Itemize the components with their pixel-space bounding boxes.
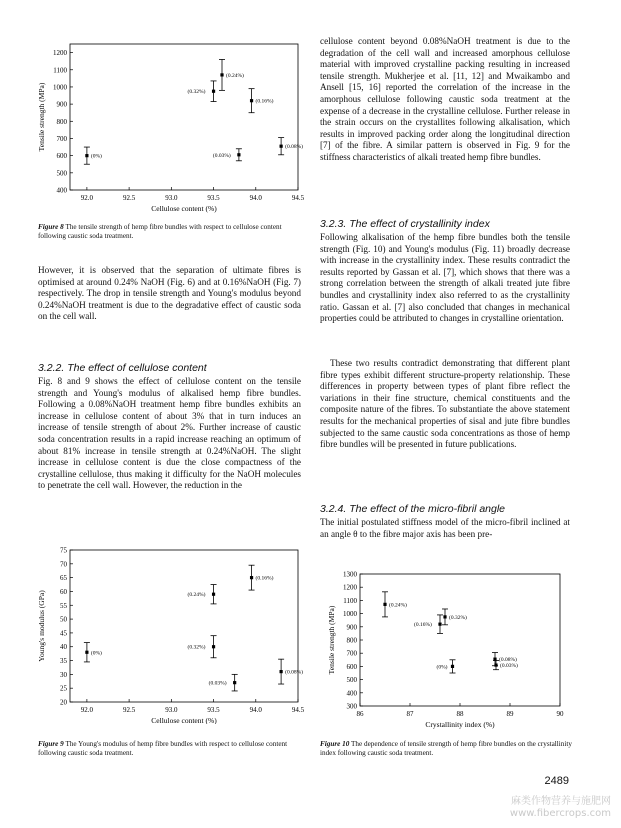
y-tick-label: 1200 <box>343 583 357 592</box>
point-label: (0.03%) <box>208 680 227 687</box>
point-label: (0.24%) <box>389 602 407 609</box>
data-point <box>280 145 283 148</box>
x-tick-label: 86 <box>356 710 364 718</box>
data-point <box>250 576 253 579</box>
right-paragraph-1: cellulose content beyond 0.08%NaOH treatment is due to the degradation of the cell wall and increased amorphous cellulose material with improved crystalline packing resulting in increased tensile strength. Mukherjee et al. [11, 12] and Mwaikambo and Ansell [15, 16] reported the correlation of the increase in the amorphous cellulose following caustic soda treatment at the expense of a decrease in the crystalline cellulose. Further release in the strain occurs on the crystallites following alkalisation, which results in improved packing order along the longitudinal direction [7] of the fibre. A similar pattern is observed in Fig. 9 for the stiffness characteristics of alkali treated hemp fibre bundles. <box>320 36 570 162</box>
x-tick-label: 94.5 <box>291 706 305 714</box>
y-tick-label: 40 <box>60 643 67 652</box>
x-tick-label: 90 <box>556 710 564 718</box>
data-point <box>85 651 88 654</box>
y-axis-label: Tensile strength (MPa) <box>37 82 46 152</box>
point-label: (0.16%) <box>255 98 274 105</box>
watermark <box>510 796 611 820</box>
figure-10-chart <box>318 568 576 738</box>
y-tick-label: 20 <box>60 698 67 707</box>
y-tick-label: 400 <box>346 689 357 698</box>
data-point <box>220 73 223 76</box>
x-axis-label: Cellulose content (%) <box>151 204 217 213</box>
y-tick-label: 1300 <box>343 570 357 579</box>
y-tick-label: 500 <box>56 169 67 178</box>
plot-frame <box>70 550 298 702</box>
left-paragraph-1: However, it is observed that the separation of ultimate fibres is optimised at around 0.24% NaOH (Fig. 6) and at 0.16%NaOH (Fig. 7) respectively. The drop in tensile strength and Young's modulus beyond 0.24%NaOH treatment is due to the degradative effect of caustic soda on the cell wall. <box>38 265 301 322</box>
point-label: (0.32%) <box>187 644 206 651</box>
point-label: (0.24%) <box>187 592 206 599</box>
point-label: (0%) <box>90 153 102 160</box>
point-label: (0.03%) <box>212 152 231 159</box>
section-heading-3-2-4: 3.2.4. The effect of the micro-fibril angle <box>320 503 506 515</box>
y-tick-label: 300 <box>346 702 357 711</box>
data-point <box>438 623 441 626</box>
y-tick-label: 1000 <box>343 610 357 619</box>
y-tick-label: 800 <box>56 117 67 126</box>
y-tick-label: 50 <box>60 615 67 624</box>
left-paragraph-2: Fig. 8 and 9 shows the effect of cellulose content on the tensile strength and Young's modulus of alkalised hemp fibre bundles. Following a 0.08%NaOH treatment hemp fibre bundles exhibits an increase in cellulose content of about 3% that in turn induces an increase of tensile strength of about 2%. Further increase of caustic soda concentration results in a rapid increase reaching an optimum of about 81% increase in tensile strength at 0.24%NaOH. The slight increase in cellulose content is due the close compactness of the crystalline cellulose, thus making it difficulty for the NaOH molecules to penetrate the cell wall. However, the reduction in the <box>38 376 301 491</box>
y-tick-label: 900 <box>346 623 357 632</box>
y-tick-label: 60 <box>60 587 67 596</box>
y-tick-label: 1000 <box>53 83 67 92</box>
figure-9-caption-label: Figure 9 <box>38 740 64 748</box>
y-tick-label: 75 <box>60 546 67 555</box>
figure-10-caption-text: The dependence of tensile strength of hemp fibre bundles on the crystallinity index following caustic soda treatment. <box>320 740 572 757</box>
y-tick-label: 1100 <box>343 596 357 605</box>
x-tick-label: 94.0 <box>249 706 262 714</box>
figure-8-caption-label: Figure 8 <box>38 223 64 231</box>
right-paragraph-2: Following alkalisation of the hemp fibre bundles both the tensile strength (Fig. 10) and Young's modulus (Fig. 11) broadly decrease with increase in the crystallinity index. These results contradict the results reported by Gassan et al. [7], which shows that there was a strong correlation between the strength of alkali treated jute fibre bundles and crystallinity index also referred to as the crystallinity ratio. Gassan et al. [7] also concluded that changes in mechanical properties could be attributed to changes in crystalline orientation. <box>320 232 570 324</box>
y-tick-label: 1100 <box>53 66 67 75</box>
y-tick-label: 800 <box>346 636 357 645</box>
point-label: (0.16%) <box>414 622 432 629</box>
y-tick-label: 55 <box>60 601 67 610</box>
x-tick-label: 92.5 <box>122 194 136 202</box>
data-point <box>212 593 215 596</box>
figure-8-caption <box>38 223 306 241</box>
point-label: (0.32%) <box>187 89 206 96</box>
watermark-line-2: www.fibercrops.com <box>509 808 611 819</box>
x-tick-label: 94.0 <box>249 194 262 202</box>
figure-10-caption-label: Figure 10 <box>320 740 350 748</box>
y-axis-label: Tensile strength (MPa) <box>327 605 336 675</box>
section-heading-3-2-3: 3.2.3. The effect of crystallinity index <box>320 218 490 230</box>
figure-10-caption <box>320 740 572 758</box>
figure-9-chart <box>30 544 310 724</box>
data-point <box>250 99 253 102</box>
watermark-line-1: 麻类作物营养与施肥网 <box>511 796 611 807</box>
y-tick-label: 45 <box>60 629 67 638</box>
y-tick-label: 30 <box>60 670 67 679</box>
x-tick-label: 93.0 <box>165 194 178 202</box>
plot-frame <box>70 44 298 190</box>
point-label: (0.08%) <box>285 144 303 151</box>
x-tick-label: 93.5 <box>207 706 220 714</box>
y-tick-label: 600 <box>56 152 67 161</box>
point-label: (0.24%) <box>226 72 244 79</box>
y-tick-label: 700 <box>346 649 357 658</box>
y-axis-label: Young's modulus (GPa) <box>37 590 46 662</box>
data-point <box>451 665 454 668</box>
y-tick-label: 1200 <box>53 49 67 58</box>
x-tick-label: 92.0 <box>80 194 94 202</box>
data-point <box>85 154 88 157</box>
plot-frame <box>360 574 560 706</box>
y-tick-label: 25 <box>60 684 67 693</box>
data-point <box>383 603 386 606</box>
x-axis-label: Crystallinity index (%) <box>425 720 495 729</box>
right-paragraph-4: The initial postulated stiffness model of the micro-fibril inclined at an angle θ to the fibre major axis has been pre- <box>320 517 570 539</box>
x-tick-label: 87 <box>406 710 414 718</box>
figure-8-chart <box>30 38 310 218</box>
point-label: (0.16%) <box>255 575 274 582</box>
data-point <box>212 645 215 648</box>
data-point <box>233 681 236 684</box>
point-label: (0.08%) <box>285 669 303 676</box>
x-tick-label: 88 <box>456 710 464 718</box>
y-tick-label: 700 <box>56 134 67 143</box>
section-heading-3-2-2: 3.2.2. The effect of cellulose content <box>38 362 207 374</box>
figure-8-caption-text: The tensile strength of hemp fibre bundles with respect to cellulose content following caustic soda treatment. <box>38 223 282 240</box>
data-point <box>237 153 240 156</box>
x-tick-label: 93.5 <box>207 194 220 202</box>
y-tick-label: 70 <box>60 560 67 569</box>
point-label: (0.03%) <box>500 663 518 670</box>
figure-9-caption <box>38 740 306 758</box>
y-tick-label: 400 <box>56 186 67 195</box>
data-point <box>212 90 215 93</box>
data-point <box>443 615 446 618</box>
x-tick-label: 94.5 <box>291 194 305 202</box>
data-point <box>280 670 283 673</box>
point-label: (0.32%) <box>449 614 467 621</box>
y-tick-label: 900 <box>56 100 67 109</box>
x-tick-label: 92.0 <box>80 706 94 714</box>
point-label: (0.08%) <box>499 657 517 664</box>
y-tick-label: 65 <box>60 574 67 583</box>
data-point <box>494 663 497 666</box>
x-tick-label: 89 <box>506 710 514 718</box>
x-tick-label: 93.0 <box>165 706 178 714</box>
right-paragraph-3: These two results contradict demonstrating that different plant fibre types exhibit different structure-property relationship. These differences in property between types of plant fibre reflect the variations in their fine structure, chemical constituents and the composite nature of the fibres. To substantiate the above statement results for the mechanical properties of sisal and jute fibre bundles subjected to the same caustic soda concentrations as those of hemp fibre bundles will be presented in future publications. <box>320 358 570 450</box>
y-tick-label: 500 <box>346 676 357 685</box>
x-axis-label: Cellulose content (%) <box>151 716 217 724</box>
y-tick-label: 600 <box>346 662 357 671</box>
point-label: (0%) <box>90 650 102 657</box>
figure-9-caption-text: The Young's modulus of hemp fibre bundles with respect to cellulose content following caustic soda treatment. <box>38 740 288 757</box>
y-tick-label: 35 <box>60 657 67 666</box>
point-label: (0%) <box>436 664 448 671</box>
page-number: 2489 <box>544 775 569 787</box>
x-tick-label: 92.5 <box>122 706 136 714</box>
